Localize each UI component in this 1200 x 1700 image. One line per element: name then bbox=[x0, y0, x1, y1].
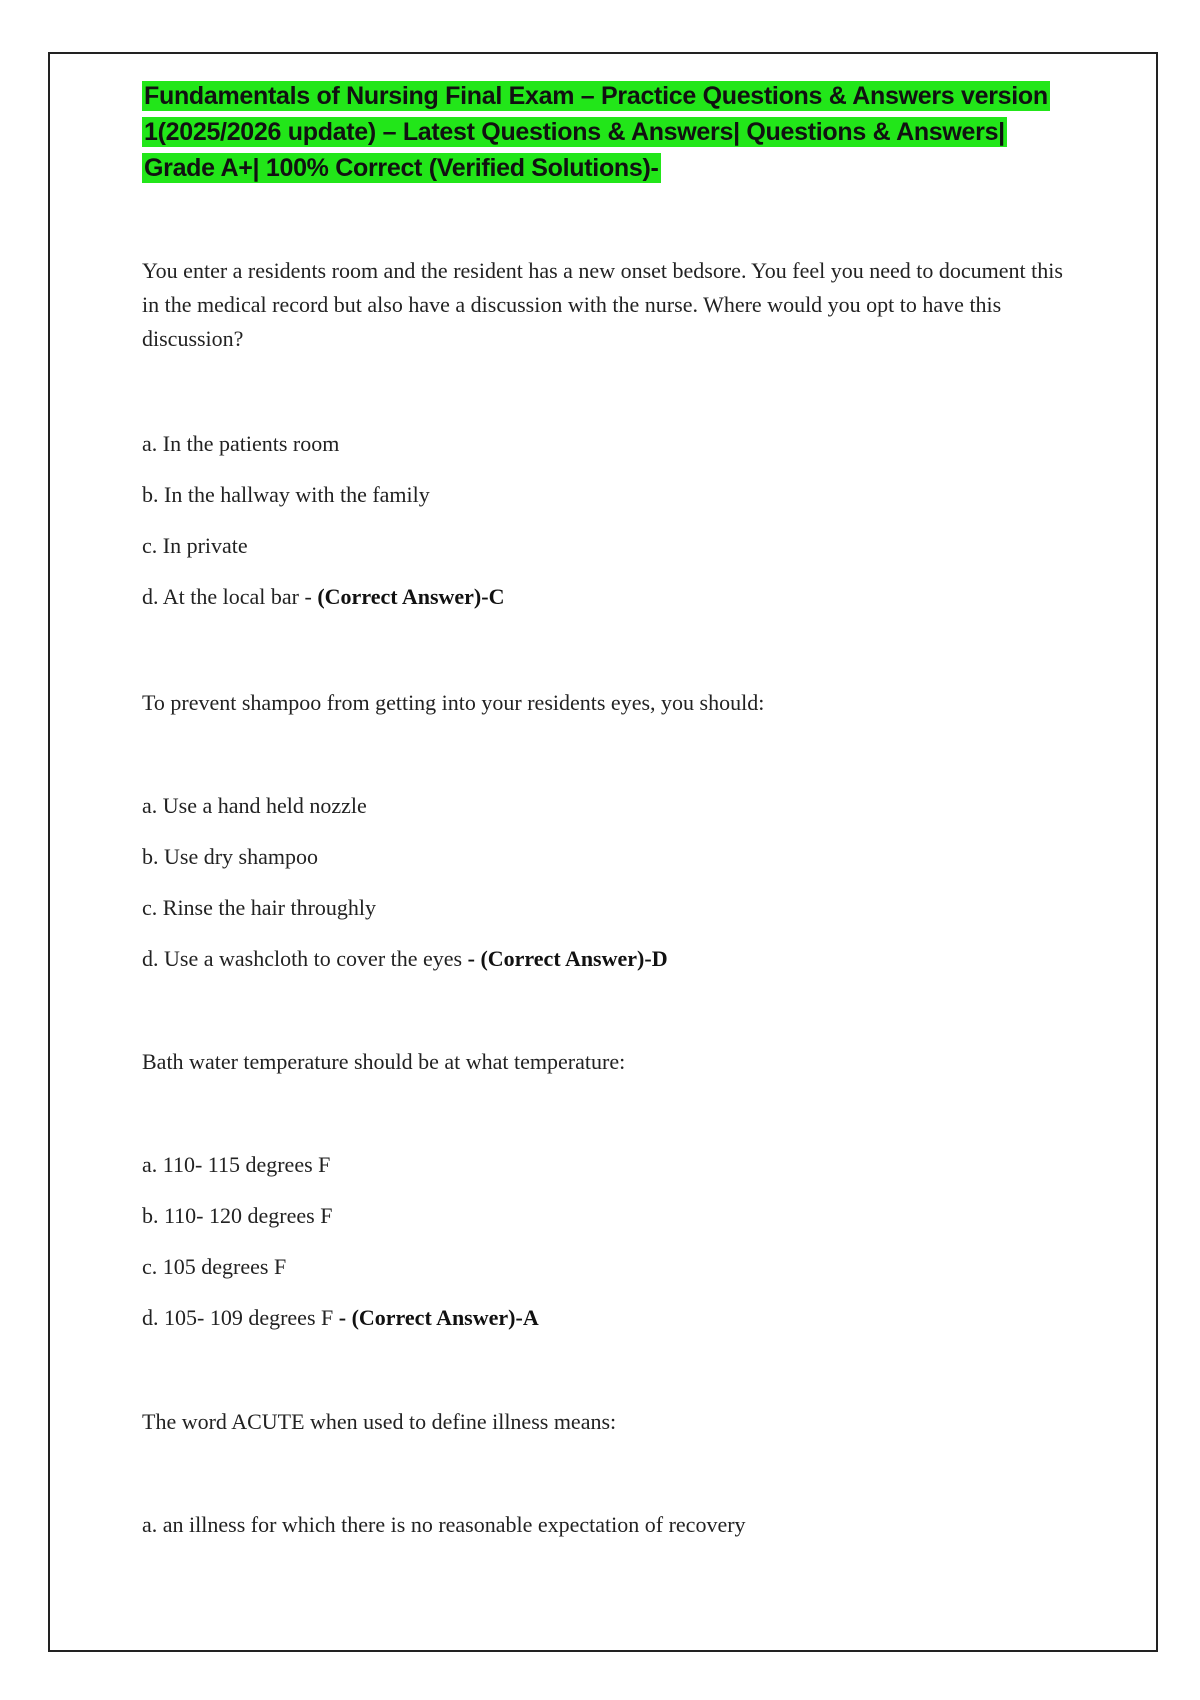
option-2d-text: d. Use a washcloth to cover the eyes bbox=[142, 946, 468, 971]
option-1b: b. In the hallway with the family bbox=[142, 482, 430, 507]
option-3c: c. 105 degrees F bbox=[142, 1254, 287, 1279]
title-highlight: Fundamentals of Nursing Final Exam – Practice Questions & Answers version 1(2025/2026 update) – Latest Questions & Answers| Questions & Answers| Grade A+| 100% Correct (Verified Solutions)- bbox=[144, 82, 1048, 182]
option-3b: b. 110- 120 degrees F bbox=[142, 1203, 333, 1228]
question-1-options bbox=[142, 427, 504, 631]
option-3d bbox=[142, 1301, 539, 1352]
option-1c: c. In private bbox=[142, 533, 248, 558]
option-1d-text: d. At the local bar - bbox=[142, 584, 318, 609]
option-2a: a. Use a hand held nozzle bbox=[142, 793, 367, 818]
correct-answer-3: - (Correct Answer)-A bbox=[338, 1305, 539, 1330]
option-3d-text: d. 105- 109 degrees F bbox=[142, 1305, 339, 1330]
correct-answer-2: - (Correct Answer)-D bbox=[467, 946, 668, 971]
option-2b: b. Use dry shampoo bbox=[142, 844, 318, 869]
option-4a: a. an illness for which there is no reasonable expectation of recovery bbox=[142, 1512, 746, 1537]
question-3-text: Bath water temperature should be at what temperature: bbox=[142, 1049, 626, 1074]
document-content bbox=[142, 78, 1072, 1537]
document-title bbox=[142, 78, 1072, 186]
question-2-text: To prevent shampoo from getting into your residents eyes, you should: bbox=[142, 690, 765, 715]
question-4-text: The word ACUTE when used to define illness means: bbox=[142, 1409, 617, 1434]
correct-answer-1: (Correct Answer)-C bbox=[317, 584, 505, 609]
question-2-options bbox=[142, 789, 668, 993]
question-3-options bbox=[142, 1148, 539, 1352]
option-2c: c. Rinse the hair throughly bbox=[142, 895, 377, 920]
option-1d bbox=[142, 580, 504, 631]
question-4-options bbox=[142, 1508, 746, 1559]
option-1a: a. In the patients room bbox=[142, 431, 340, 456]
question-1-text: You enter a residents room and the resident has a new onset bedsore. You feel you need to document this in the medical record but also have a discussion with the nurse. Where would you opt to have this discussion? bbox=[142, 258, 1063, 351]
option-3a: a. 110- 115 degrees F bbox=[142, 1152, 331, 1177]
option-2d bbox=[142, 942, 668, 993]
